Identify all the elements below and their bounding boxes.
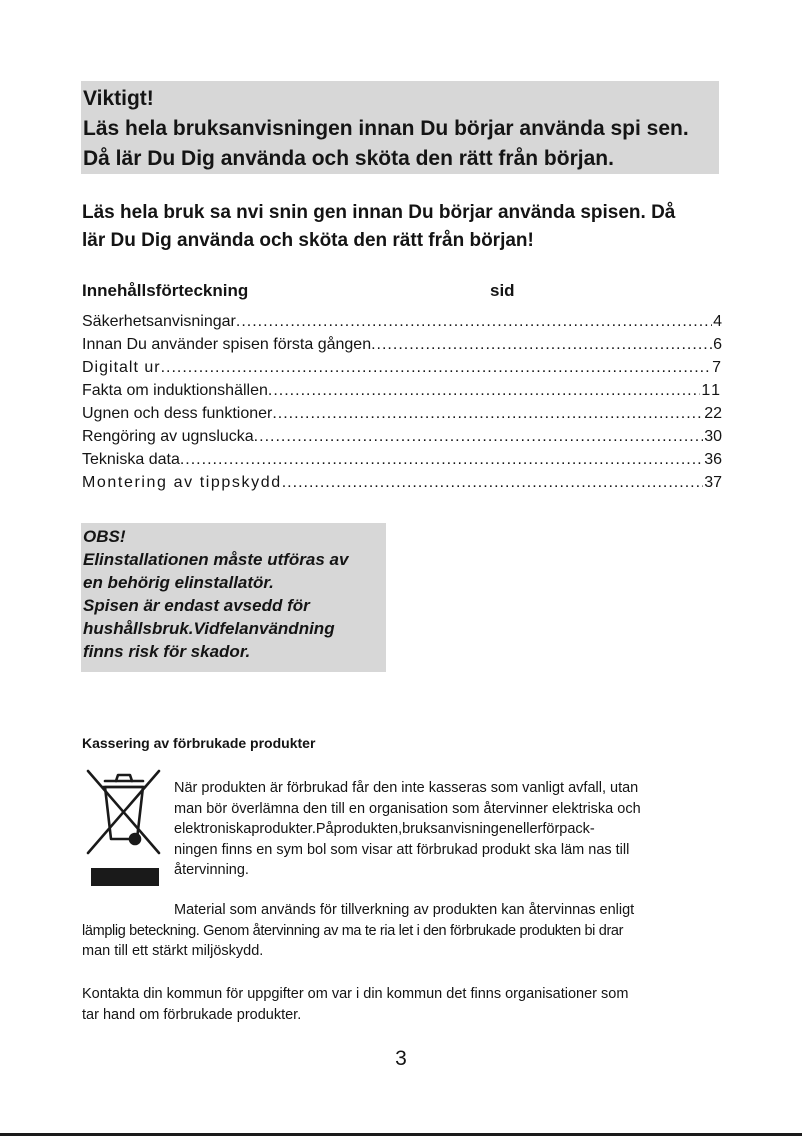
text-line: tar hand om förbrukade produkter. (82, 1006, 302, 1023)
disposal-paragraph-1 (174, 778, 734, 881)
toc-leader-dots (282, 471, 703, 494)
obs-line-5: finns risk för skador. (83, 642, 251, 661)
important-line-2: Då lär Du Dig använda och sköta den rätt från början. (83, 147, 614, 170)
toc-item-label: Tekniska data (82, 451, 180, 468)
toc-leader-dots (272, 402, 703, 425)
toc-item-label: Ugnen och dess funktioner (82, 405, 273, 422)
text-line: återvinning. (174, 862, 249, 878)
toc-item-page: 36 (704, 451, 722, 468)
toc-item-label: Montering av tippskydd (82, 474, 282, 491)
toc-leader-dots (371, 333, 712, 356)
intro-line-1: Läs hela bruk sa nvi snin gen innan Du börjar använda spisen. Då (82, 202, 676, 223)
toc-heading: Innehållsförteckning (82, 281, 249, 300)
obs-line-2: en behörig elinstallatör. (83, 573, 274, 592)
disposal-paragraph-2 (82, 900, 742, 962)
toc-item (82, 471, 722, 494)
toc-item-page: 6 (713, 336, 722, 353)
toc-item-label: Rengöring av ugnslucka (82, 428, 254, 445)
page-number: 3 (395, 1047, 407, 1070)
toc-header (82, 281, 722, 303)
text-line: man till ett stärkt miljöskydd. (82, 943, 264, 959)
toc-item-page: 4 (713, 313, 722, 330)
toc-item-label: Digitalt ur (82, 359, 161, 376)
toc-item-page: 30 (704, 428, 722, 445)
obs-line-4: hushållsbruk.Vidfelanvändning (83, 619, 335, 638)
toc-item (82, 379, 722, 402)
text-line: ningen finns en sym bol som visar att förbrukad produkt ska läm nas till (174, 841, 630, 858)
toc-leader-dots (236, 310, 712, 333)
toc-item (82, 333, 722, 356)
text-line: elektroniskaprodukter.Påprodukten,bruksanvisningenellerförpack- (174, 821, 595, 837)
important-heading: Viktigt! (83, 87, 154, 110)
crossed-out-wheelie-bin-icon (83, 767, 165, 889)
toc-item-label: Fakta om induktionshällen (82, 382, 268, 399)
obs-warning-box (81, 523, 386, 672)
intro-line-2: lär Du Dig använda och sköta den rätt från början! (82, 230, 534, 251)
important-line-1: Läs hela bruksanvisningen innan Du börjar använda spi sen. (83, 117, 689, 140)
obs-line-1: Elinstallationen måste utföras av (83, 550, 349, 569)
toc-item (82, 356, 722, 379)
text-line: Material som används för tillverkning av produkten kan återvinnas enligt (174, 902, 635, 918)
text-line: man bör överlämna den till en organisation som återvinner elektriska och (174, 800, 641, 817)
toc-item-label: Innan Du använder spisen första gången (82, 336, 372, 353)
toc-item-page: 7 (712, 359, 722, 376)
toc-leader-dots (268, 379, 701, 402)
disposal-title: Kassering av förbrukade produkter (82, 735, 316, 751)
toc-item (82, 402, 722, 425)
disposal-paragraph-3 (82, 984, 742, 1025)
text-line: lämplig beteckning. Genom återvinning av ma te ria let i den förbrukade produkten bi drar (82, 922, 624, 939)
obs-heading: OBS! (83, 527, 126, 546)
intro-paragraph (82, 199, 762, 255)
toc-page-heading: sid (490, 281, 515, 300)
toc-item-page: 37 (704, 474, 722, 491)
toc-leader-dots (254, 425, 704, 448)
obs-line-3: Spisen är endast avsedd för (83, 596, 310, 615)
toc-leader-dots (161, 356, 712, 379)
important-notice-box (81, 81, 719, 174)
toc-item-page: 22 (704, 405, 722, 422)
toc-item (82, 310, 722, 333)
table-of-contents (82, 310, 722, 494)
toc-leader-dots (180, 448, 703, 471)
toc-item-label: Säkerhetsanvisningar (82, 313, 236, 330)
text-line: Kontakta din kommun för uppgifter om var i din kommun det finns organisationer som (82, 986, 629, 1002)
toc-item-page: 11 (701, 382, 722, 399)
toc-item (82, 448, 722, 471)
text-line: När produkten är förbrukad får den inte kasseras som vanligt avfall, utan (174, 780, 639, 796)
toc-item (82, 425, 722, 448)
